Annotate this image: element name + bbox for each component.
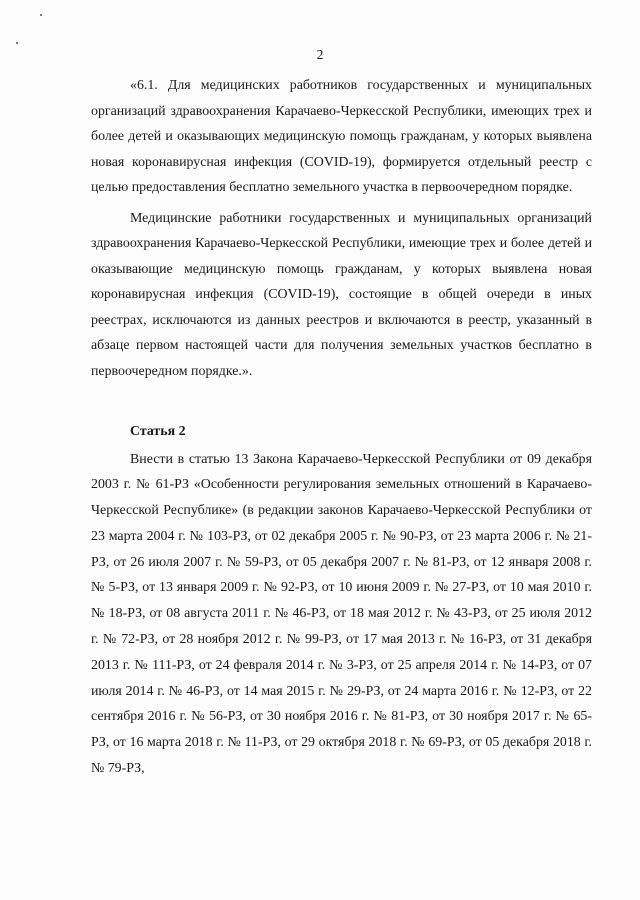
paragraph-6-1-second: Медицинские работники государственных и муниципальных организаций здравоохранения Карачаево-Черкесской Республики, имеющие трех и более детей и оказывающие медицинскую помощь гражданам, у которых выявлена новая коронавирусная инфекция (COVID-19), состоящие в общей очереди в иных реестрах, исключаются из данных реестров и включаются в реестр, указанный в абзаце первом настоящей части для получения земельных участков бесплатно в первоочередном порядке.». <box>91 210 592 379</box>
document-body <box>91 73 592 782</box>
article-2-paragraph: Внести в статью 13 Закона Карачаево-Черкесской Республики от 09 декабря 2003 г. № 61-РЗ «Особенности регулирования земельных отношений в Карачаево-Черкесской Республике» (в редакции законов Карачаево-Черкесской Республики от 23 марта 2004 г. № 103-РЗ, от 02 декабря 2005 г. № 90-РЗ, от 23 марта 2006 г. № 21-РЗ, от 26 июля 2007 г. № 59-РЗ, от 05 декабря 2007 г. № 81-РЗ, от 12 января 2008 г. № 5-РЗ, от 13 января 2009 г. № 92-РЗ, от 10 июня 2009 г. № 27-РЗ, от 10 мая 2010 г. № 18-РЗ, от 08 августа 2011 г. № 46-РЗ, от 18 мая 2012 г. № 43-РЗ, от 25 июля 2012 г. № 72-РЗ, от 28 ноября 2012 г. № 99-РЗ, от 17 мая 2013 г. № 16-РЗ, от 31 декабря 2013 г. № 111-РЗ, от 24 февраля 2014 г. № 3-РЗ, от 25 апреля 2014 г. № 14-РЗ, от 07 июля 2014 г. № 46-РЗ, от 14 мая 2015 г. № 29-РЗ, от 24 марта 2016 г. № 12-РЗ, от 22 сентября 2016 г. № 56-РЗ, от 30 ноября 2016 г. № 81-РЗ, от 30 ноября 2017 г. № 65-РЗ, от 16 марта 2018 г. № 11-РЗ, от 29 октября 2018 г. № 69-РЗ, от 05 декабря 2018 г. № 79-РЗ, <box>91 451 592 777</box>
scan-speck <box>40 14 42 16</box>
scan-speck <box>16 42 18 44</box>
page-number: 2 <box>316 47 324 62</box>
article-heading: Статья 2 <box>130 424 186 439</box>
paragraph-6-1-first: «6.1. Для медицинских работников государственных и муниципальных организаций здравоохранения Карачаево-Черкесской Республики, имеющих трех и более детей и оказывающих медицинскую помощь гражданам, у которых выявлена новая коронавирусная инфекция (COVID-19), формируется отдельный реестр с целью предоставления бесплатно земельного участка в первоочередном порядке. <box>91 78 592 195</box>
